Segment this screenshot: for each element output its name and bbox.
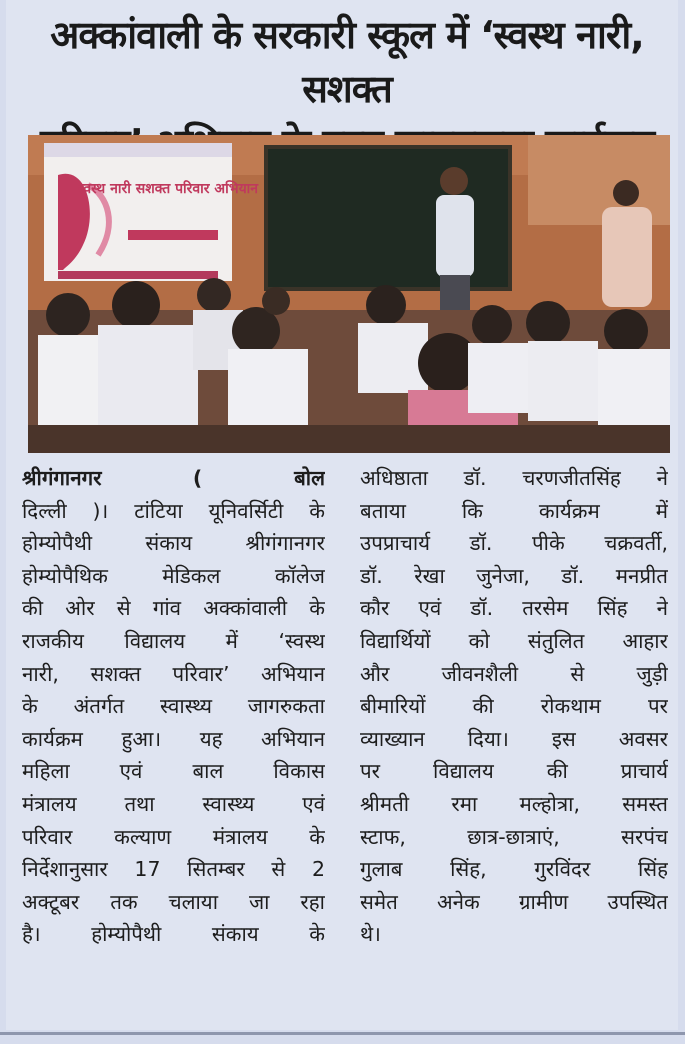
body-line: होम्योपैथी संकाय श्रीगंगानगर	[22, 531, 325, 556]
body-line: की ओर से गांव अक्कांवाली के	[22, 596, 325, 621]
body-line: बीमारियों की रोकथाम पर	[360, 694, 668, 719]
news-photo	[28, 135, 670, 453]
body-line: डॉ. रेखा जुनेजा, डॉ. मनप्रीत	[360, 563, 668, 588]
body-line: नारी, सशक्त परिवार’ अभियान	[22, 661, 325, 686]
body-line: विद्यार्थियों को संतुलित आहार	[360, 628, 668, 653]
body-line: बताया कि कार्यक्रम में	[360, 498, 668, 523]
body-line: के अंतर्गत स्वास्थ्य जागरुकता	[22, 694, 325, 719]
body-line: दिल्ली )। टांटिया यूनिवर्सिटी के	[22, 498, 325, 523]
article-column-left	[22, 462, 325, 951]
body-line: अधिष्ठाता डॉ. चरणजीतसिंह ने	[360, 466, 668, 490]
body-line: गुलाब सिंह, गुरविंदर सिंह	[360, 857, 668, 882]
body-line: समेत अनेक ग्रामीण उपस्थित	[360, 889, 668, 914]
body-line: श्रीमती रमा मल्होत्रा, समस्त	[360, 791, 668, 816]
body-line: राजकीय विद्यालय में ‘स्वस्थ	[22, 628, 325, 653]
body-line: निर्देशानुसार 17 सितम्बर से 2	[22, 857, 325, 882]
bottom-rule	[0, 1032, 685, 1035]
body-line: कौर एवं डॉ. तरसेम सिंह ने	[360, 596, 668, 621]
body-line: होम्योपैथिक मेडिकल कॉलेज	[22, 563, 325, 588]
dateline-source: ( बोल	[192, 466, 325, 490]
body-line: और जीवनशैली से जुड़ी	[360, 661, 668, 686]
body-line: स्टाफ, छात्र-छात्राएं, सरपंच	[360, 824, 668, 849]
body-line-last: थे।	[360, 922, 381, 947]
headline-line-1: अक्कांवाली के सरकारी स्कूल में ‘स्वस्थ नारी, सशक्त	[50, 13, 644, 111]
body-line: परिवार कल्याण मंत्रालय के	[22, 824, 325, 849]
campaign-banner	[44, 143, 259, 281]
body-line: उपप्राचार्य डॉ. पीके चक्रवर्ती,	[360, 531, 668, 556]
article-column-right	[360, 462, 668, 951]
body-line: महिला एवं बाल विकास	[22, 759, 325, 784]
body-line: कार्यक्रम हुआ। यह अभियान	[22, 726, 325, 751]
dateline-line	[22, 462, 325, 495]
body-line: है। होम्योपैथी संकाय के	[22, 922, 325, 947]
body-line: व्याख्यान दिया। इस अवसर	[360, 726, 668, 751]
body-line: पर विद्यालय की प्राचार्य	[360, 759, 668, 784]
dateline-city: श्रीगंगानगर	[22, 466, 102, 490]
banner-text: स्वस्थ नारी सशक्त परिवार अभियान	[77, 181, 259, 197]
body-line: अक्टूबर तक चलाया जा रहा	[22, 889, 325, 914]
body-line: मंत्रालय तथा स्वास्थ्य एवं	[22, 791, 325, 816]
